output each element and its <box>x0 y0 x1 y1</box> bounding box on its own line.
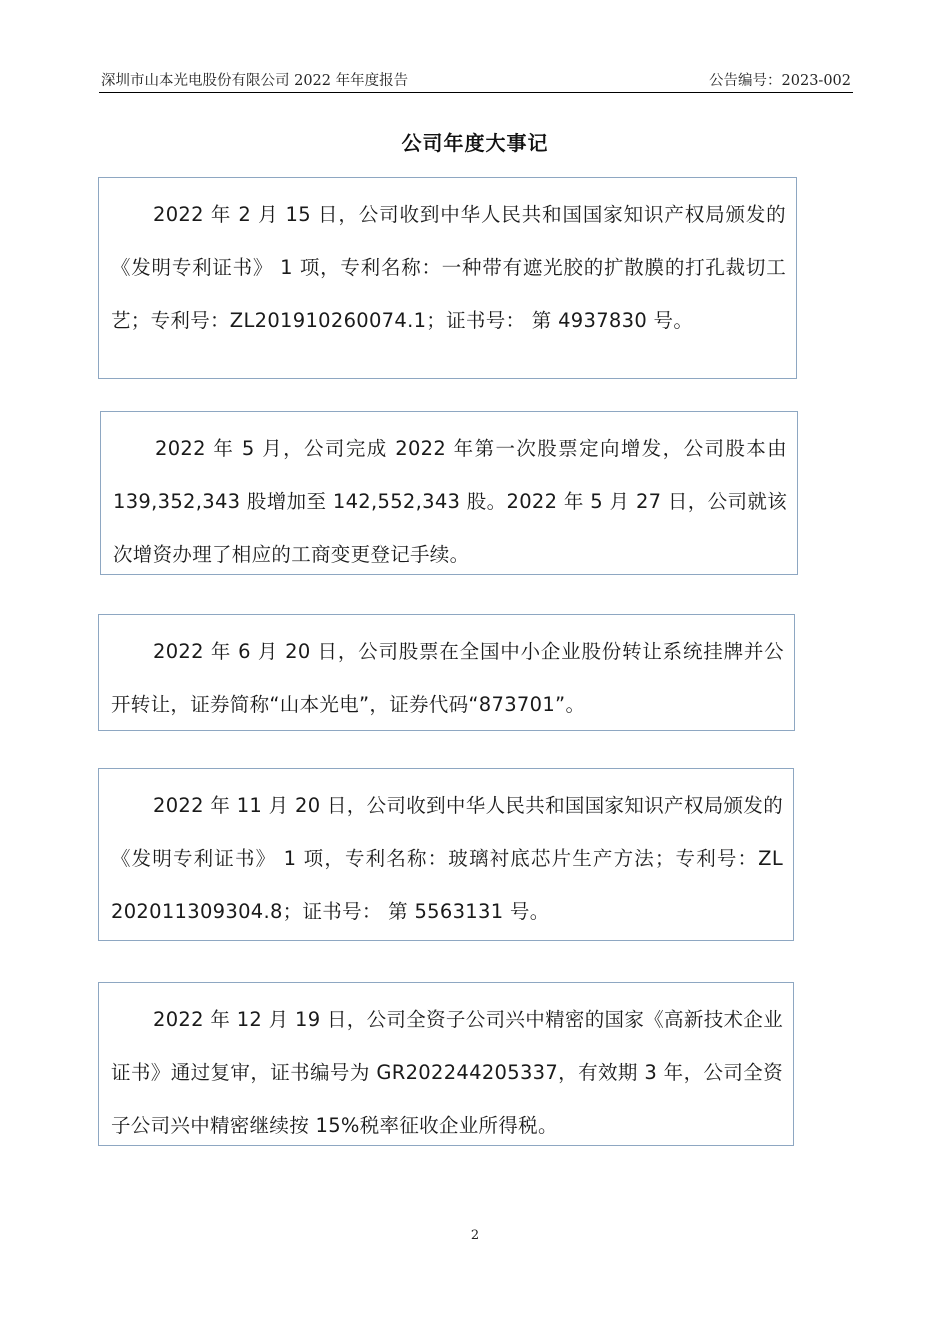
event-text: 2022 年 6 月 20 日，公司股票在全国中小企业股份转让系统挂牌并公开转让，证券简称“山本光电”，证券代码“873701”。 <box>111 640 784 716</box>
event-text: 2022 年 11 月 20 日，公司收到中华人民共和国国家知识产权局颁发的《发明专利证书》 1 项，专利名称：玻璃衬底芯片生产方法；专利号：ZL 202011309304.8；证书号： 第 5563131 号。 <box>111 794 783 923</box>
event-text: 2022 年 12 月 19 日，公司全资子公司兴中精密的国家《高新技术企业证书》通过复审，证书编号为 GR202244205337，有效期 3 年，公司全资子公司兴中精密继续按 15%税率征收企业所得税。 <box>111 1008 783 1137</box>
event-box-listing <box>98 614 795 731</box>
event-box-patent-feb <box>98 177 797 379</box>
event-box-high-tech-certificate <box>98 982 794 1146</box>
header-announcement-number: 公告编号：2023-002 <box>709 73 851 89</box>
event-text: 2022 年 5 月，公司完成 2022 年第一次股票定向增发，公司股本由 139,352,343 股增加至 142,552,343 股。2022 年 5 月 27 日，公司就该次增资办理了相应的工商变更登记手续。 <box>113 437 787 566</box>
header-report-title: 深圳市山本光电股份有限公司 2022 年年度报告 <box>101 73 409 89</box>
event-box-patent-nov <box>98 768 794 941</box>
event-text: 2022 年 2 月 15 日，公司收到中华人民共和国国家知识产权局颁发的《发明专利证书》 1 项，专利名称：一种带有遮光胶的扩散膜的打孔裁切工艺；专利号：ZL201910260074.1；证书号： 第 4937830 号。 <box>111 203 786 332</box>
page-number: 2 <box>470 1228 480 1243</box>
page-header <box>99 66 853 93</box>
event-box-share-issuance <box>100 411 798 575</box>
page-title: 公司年度大事记 <box>401 131 549 155</box>
